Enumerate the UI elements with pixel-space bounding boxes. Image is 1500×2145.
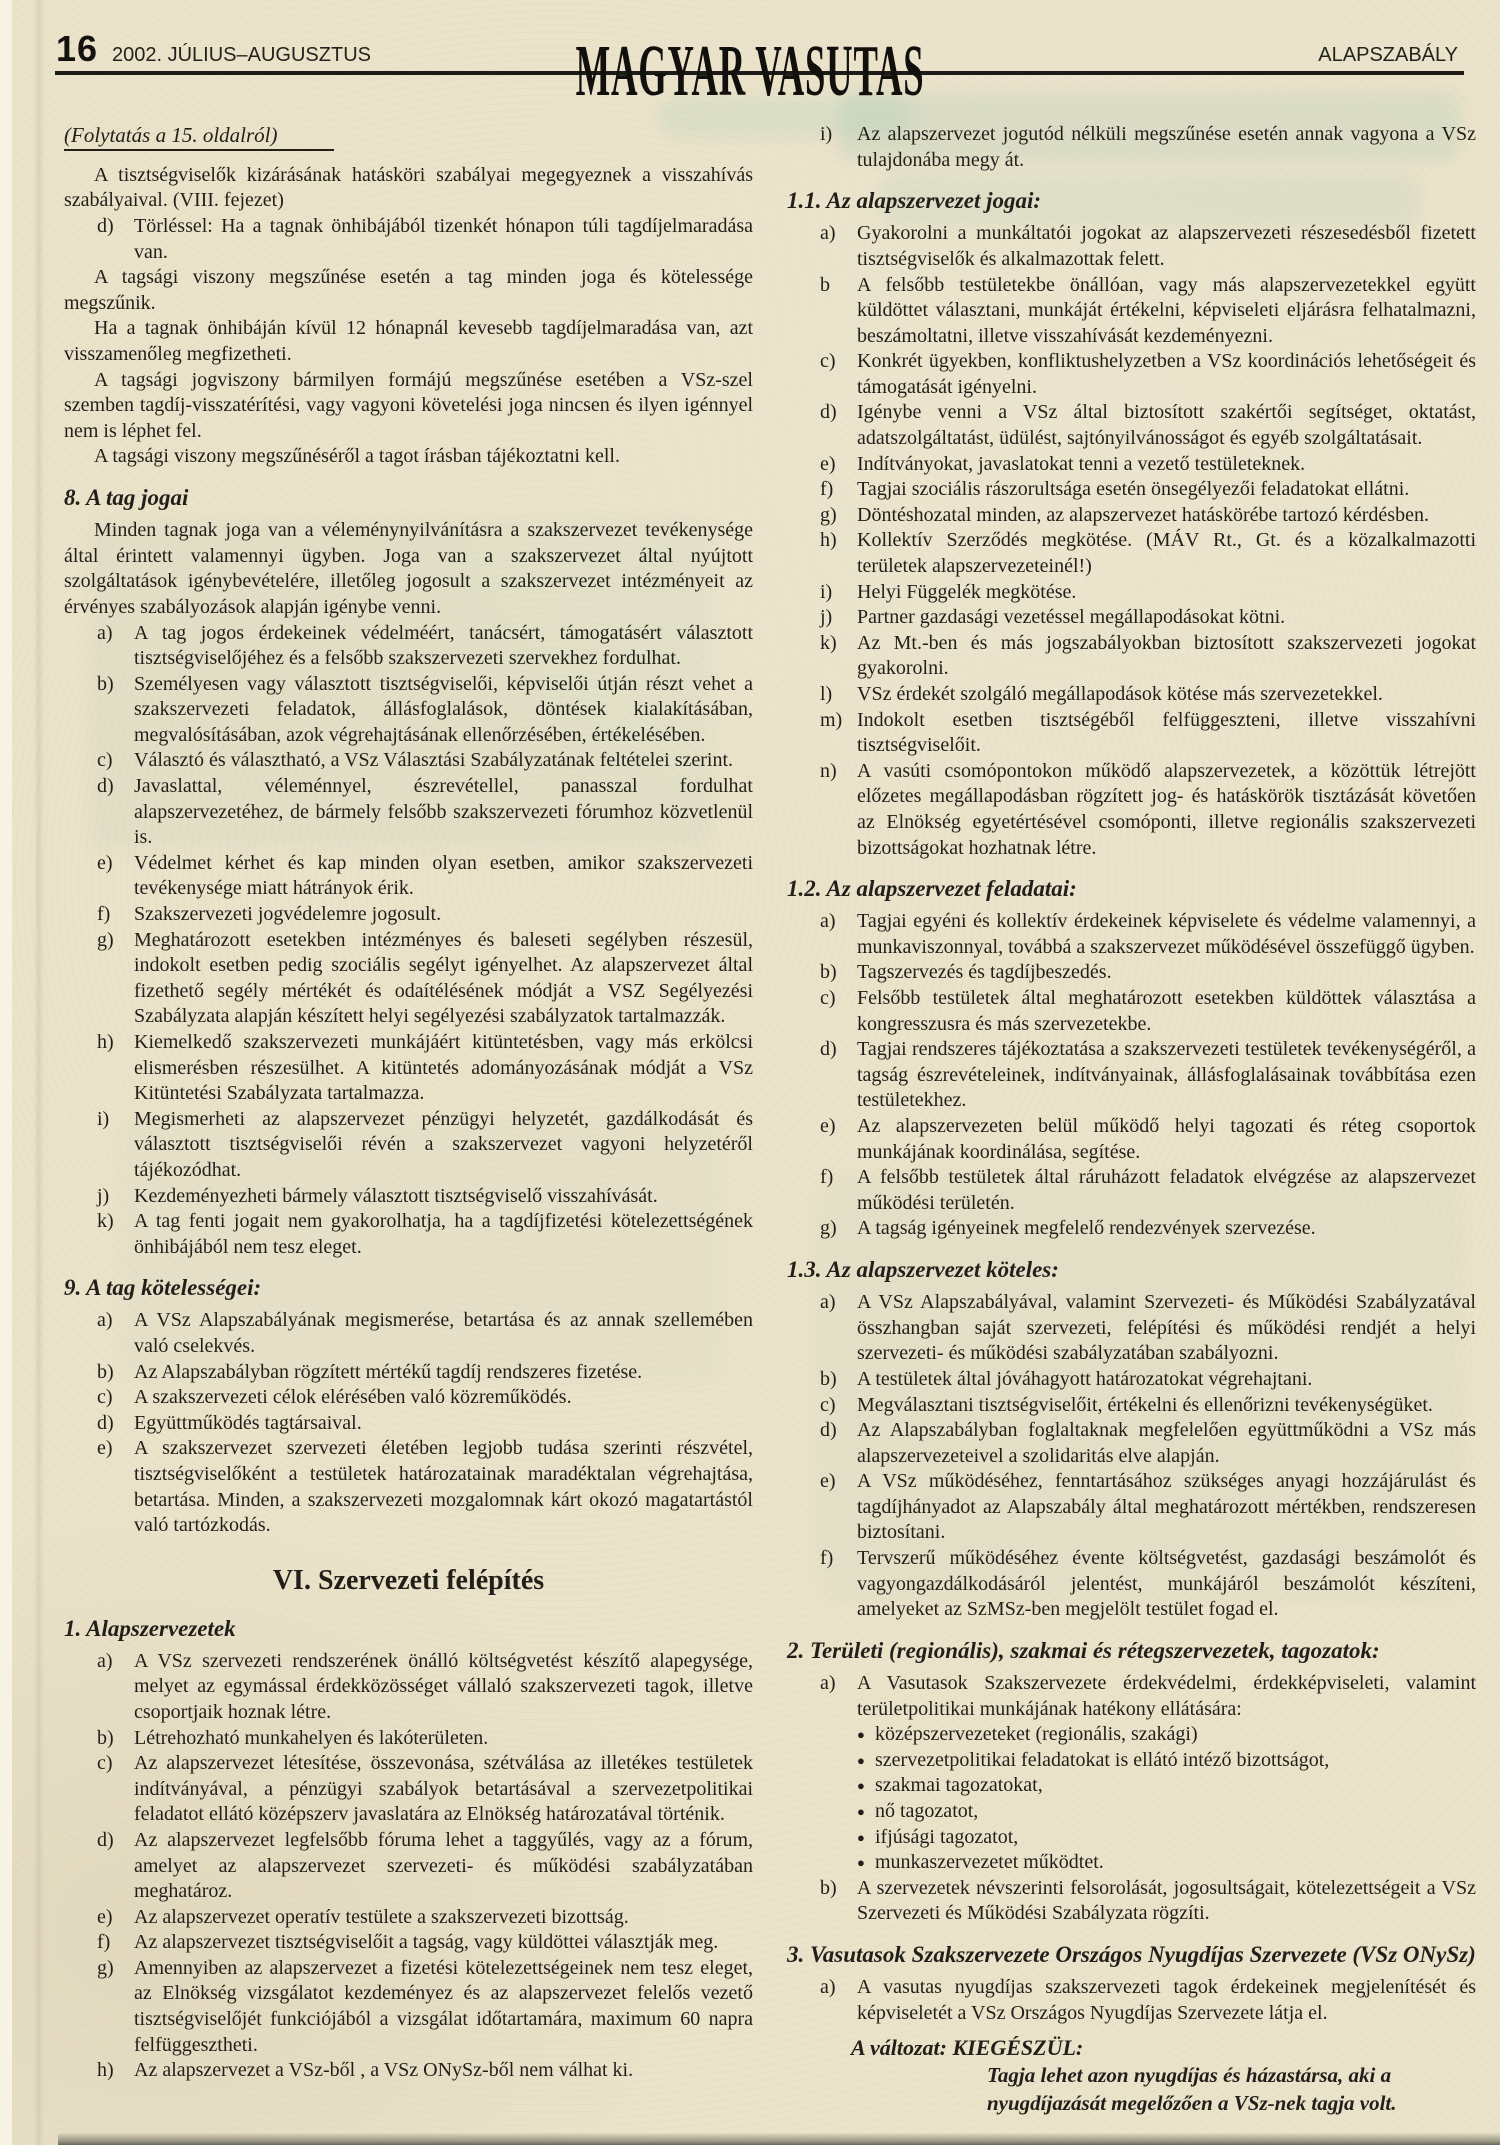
item-text <box>857 477 1476 503</box>
item-label: i) <box>820 580 833 603</box>
item-label: d) <box>820 1419 837 1442</box>
list-item <box>64 1905 753 1931</box>
lettered-list <box>64 1308 753 1538</box>
item-text <box>857 631 1476 682</box>
continuation-note <box>64 122 753 149</box>
item-text <box>857 400 1476 451</box>
item-label: j) <box>820 606 833 629</box>
list-item <box>64 774 753 851</box>
item-label: b) <box>820 961 837 984</box>
left-column <box>64 122 753 2117</box>
list-item <box>64 2058 753 2084</box>
bullet-item <box>857 1722 1476 1748</box>
list-item <box>787 1546 1476 1623</box>
list-item <box>787 1975 1476 2026</box>
item-text-content: Az alapszervezet tisztségviselőit a tagság, vagy küldöttei választják meg. <box>134 1931 719 1954</box>
item-label: e) <box>97 1437 113 1460</box>
article-columns <box>64 122 1476 2117</box>
item-text-content: Tagjai szociális rászorultsága esetén önsegélyezői feladatokat ellátni. <box>857 478 1410 501</box>
list-item <box>64 1649 753 1726</box>
item-text <box>134 1360 753 1386</box>
section-heading: 1.3. Az alapszervezet köteles: <box>787 1257 1059 1282</box>
item-text-content: A Vasutasok Szakszervezete érdekvédelmi, érdekképviseleti, valamint területpolitikai munkájának hatékony ellátására: <box>857 1671 1476 1720</box>
item-text <box>857 708 1476 759</box>
list-item <box>64 1436 753 1538</box>
item-label: d) <box>820 1038 837 1061</box>
list-item <box>787 1393 1476 1419</box>
item-text-content: Választó és választható, a VSz Választási Szabályzatának feltételei szerint. <box>134 749 734 772</box>
bullet-icon: ● <box>857 1829 865 1845</box>
item-text <box>857 1037 1476 1114</box>
issue-date: 2002. JÚLIUS–AUGUSZTUS <box>112 44 371 66</box>
list-item <box>787 273 1476 350</box>
item-text <box>134 1107 753 1184</box>
item-text <box>857 682 1476 708</box>
bullet-icon: ● <box>857 1855 865 1871</box>
item-text-content: Védelmet kérhet és kap minden olyan esetben, amikor szakszervezeti tevékenysége miatt hátrányok érik. <box>134 851 753 900</box>
item-label: f) <box>97 1931 111 1954</box>
item-label: a) <box>820 1291 836 1314</box>
list-item <box>787 580 1476 606</box>
list-item <box>64 1308 753 1359</box>
bullet-item <box>857 1748 1476 1774</box>
item-text-content: Igénybe venni a VSz által biztosított szakértői segítséget, oktatást, adatszolgáltatást, üdülést, sajtónyilvánosságot és egyéb szolgáltatásait. <box>857 401 1476 450</box>
paragraph: A tagsági viszony megszűnése esetén a tag minden joga és kötelessége megszűnik. <box>64 266 753 314</box>
item-text-content: Megismerheti az alapszervezet pénzügyi helyzetét, gazdálkodását és választott tisztségviselői révén a szakszervezet vagyoni helyzetéről tájékozódhat. <box>134 1107 753 1181</box>
list-item <box>64 1751 753 1828</box>
item-label: i) <box>97 1107 110 1130</box>
item-label: f) <box>820 1547 834 1570</box>
list-item <box>787 960 1476 986</box>
bullet-text: ifjúsági tagozatot, <box>875 1825 1019 1848</box>
list-item <box>787 503 1476 529</box>
item-text-content: Tagjai rendszeres tájékoztatása a szakszervezeti testületek tevékenységéről, a tagság észrevételeinek, indítványainak, állásfoglalásainak továbbítása ezen testületekhez. <box>857 1038 1476 1112</box>
item-text-content: Meghatározott esetekben intézményes és baleseti segélyben részesül, indokolt esetben pedig szociális segélyt igényelhet. Az alapszervezet által fizethető segély mértékét és odaítélésének módját a VSZ Segélyezési Szabályzata alapján készített helyi segélyezési szabályzatok tartalmazzák. <box>134 928 753 1028</box>
list-item <box>64 1184 753 1210</box>
item-text <box>134 928 753 1030</box>
lettered-list <box>64 1649 753 2084</box>
item-text-content: A felsőbb testületekbe önállóan, vagy más alapszervezetekkel együtt küldöttet választani, munkáját értékelni, képviseleti eljárásra felhatalmazni, beszámoltatni, illetve visszahívását kezdeményezni. <box>857 273 1476 347</box>
item-text-content: A vasúti csomópontokon működő alapszervezetek, a közöttük létrejött előzetes megállapodásban rögzített jog- és hatáskörök tisztázását követően az Elnökség egyetértésével csomóponti, illetve regionális szakszervezeti bizottságokat hozhatnak létre. <box>857 759 1476 859</box>
list-item <box>64 214 753 265</box>
item-text-content: Kollektív Szerződés megkötése. (MÁV Rt., Gt. és a közalkalmazotti területek alapszervezeteinél!) <box>857 529 1476 578</box>
item-label: g) <box>97 1956 114 1979</box>
item-text-content: Amennyiben az alapszervezet a fizetési kötelezettségeinek nem tesz eleget, az Elnökség vizsgálatot kezdeményez és az alapszervezet felelős vezető tisztségviselőjét funkciójából a vizsgálat időtartamára, maximum 60 napra felfüggesztheti. <box>134 1956 753 2056</box>
item-text-content: A tag jogos érdekeinek védelméért, tanácsért, támogatásért választott tisztségviselőjéhez és a felsőbb szakszervezeti szervekhez fordulhat. <box>134 621 753 670</box>
item-text-content: A szakszervezeti célok elérésében való közreműködés. <box>134 1386 572 1409</box>
lettered-list <box>787 1671 1476 1927</box>
item-text <box>857 605 1476 631</box>
list-item <box>64 1828 753 1905</box>
item-text <box>134 748 753 774</box>
bullet-item <box>857 1850 1476 1876</box>
item-text-content: VSz érdekét szolgáló megállapodások kötése más szervezetekkel. <box>857 683 1383 705</box>
item-label: k) <box>820 631 837 654</box>
list-item <box>787 1216 1476 1242</box>
bullet-item <box>857 1773 1476 1799</box>
item-label: b) <box>97 672 114 695</box>
list-item <box>787 1290 1476 1367</box>
item-label: k) <box>97 1210 114 1233</box>
section-heading: 1.2. Az alapszervezet feladatai: <box>787 876 1077 902</box>
masthead-logo: MAGYAR VASUTAS <box>575 31 925 113</box>
section-title: ALAPSZABÁLY <box>1318 44 1458 66</box>
item-text <box>857 1165 1476 1216</box>
list-item <box>64 1930 753 1956</box>
section-heading: 1.1. Az alapszervezet jogai: <box>787 188 1042 214</box>
item-label: e) <box>820 452 836 475</box>
item-text-content: A vasutas nyugdíjas szakszervezeti tagok érdekeinek megjelenítését és képviseletét a VSz Országos Nyugdíjas Szervezete látja el. <box>857 1976 1476 2024</box>
list-item <box>787 349 1476 400</box>
item-text-content: A felsőbb testületek által ráruházott feladatok elvégzése az alapszervezet működési területén. <box>857 1166 1476 1214</box>
item-label: f) <box>820 1166 834 1189</box>
item-text-content: Az alapszervezet legfelsőbb fóruma lehet a taggyűlés, vagy az a fórum, amelyet az alapszervezet szervezeti- és működési szabályzatában meghatároz. <box>134 1828 753 1903</box>
list-item <box>787 759 1476 861</box>
continuation-note-text: (Folytatás a 15. oldalról) <box>64 123 334 151</box>
item-text-content: A VSz szervezeti rendszerének önálló költségvetést készítő alapegysége, melyet az egymással érdekközösséget vállaló szakszervezeti tagok, illetve csoportjaik hoznak létre. <box>134 1649 753 1723</box>
item-label: a) <box>820 1671 836 1694</box>
item-label: b) <box>820 1367 837 1390</box>
list-item <box>787 1165 1476 1216</box>
list-item <box>787 708 1476 759</box>
item-text-content: Indítványokat, javaslatokat tenni a vezető testületeknek. <box>857 452 1306 475</box>
item-text-content: Az Alapszabályban foglaltaknak megfelelően együttműködni a VSz más alapszervezeteivel a szolidaritás elve alapján. <box>857 1419 1476 1467</box>
list-item <box>64 621 753 672</box>
list-item <box>787 605 1476 631</box>
list-item <box>64 1360 753 1386</box>
item-text <box>857 1975 1476 2026</box>
item-text-content: Tagszervezés és tagdíjbeszedés. <box>857 961 1112 984</box>
item-label: e) <box>820 1470 836 1493</box>
item-label: d) <box>97 1828 114 1851</box>
item-text <box>134 851 753 902</box>
list-item <box>787 528 1476 579</box>
list-item <box>64 1030 753 1107</box>
paragraph: A tagsági viszony megszűnéséről a tagot írásban tájékoztatni kell. <box>94 445 620 468</box>
section-heading: 8. A tag jogai <box>64 485 189 510</box>
item-text-content: Szakszervezeti jogvédelemre jogosult. <box>134 903 442 926</box>
item-label: c) <box>820 1393 836 1416</box>
item-label: c) <box>97 1386 113 1409</box>
item-text-content: A szervezetek névszerinti felsorolását, jogosultságait, kötelezettségeit a VSz Szervezeti és Működési Szabályzata rögzíti. <box>857 1876 1476 1925</box>
item-text <box>857 1393 1476 1419</box>
list-item <box>787 1418 1476 1469</box>
list-item <box>787 1037 1476 1114</box>
item-text-content: A szakszervezet szervezeti életében legjobb tudása szerinti részvétel, tisztségviselőként a testületek határozatainak maradéktalan végrehajtása, betartása. Minden, a szakszervezeti mozgalomnak kárt okozó magatartástól való tartózkodás. <box>134 1437 753 1537</box>
list-item <box>787 1469 1476 1546</box>
item-text <box>134 1828 753 1905</box>
item-label: f) <box>820 478 834 501</box>
item-text <box>857 1671 1476 1876</box>
item-label: c) <box>820 350 836 373</box>
section-heading: 3. Vasutasok Szakszervezete Országos Nyugdíjas Szervezete (VSz ONySz) <box>787 1941 1476 1967</box>
item-label: d) <box>820 401 837 424</box>
item-text <box>134 1726 753 1752</box>
item-label: n) <box>820 759 837 782</box>
list-item <box>64 1385 753 1411</box>
list-item <box>787 682 1476 708</box>
item-text-content: A testületek által jóváhagyott határozatokat végrehajtani. <box>857 1367 1313 1390</box>
item-text <box>857 528 1476 579</box>
item-text-content: Együttműködés tagtársaival. <box>134 1411 362 1434</box>
item-label: h) <box>820 529 837 552</box>
item-label: d) <box>97 215 114 238</box>
item-label: b <box>820 273 830 296</box>
item-text-content: A VSz működéséhez, fenntartásához szükséges anyagi hozzájárulást és tagdíjhányadot az Alapszabály által meghatározott mértékben, rendszeresen biztosítani. <box>857 1470 1476 1544</box>
lettered-list <box>787 221 1476 861</box>
item-text-content: A VSz Alapszabályának megismerése, betartása és az annak szellemében való cselekvés. <box>134 1309 753 1358</box>
item-text <box>857 349 1476 400</box>
bullet-icon: ● <box>857 1803 865 1819</box>
item-text <box>857 1290 1476 1367</box>
item-text <box>134 1751 753 1828</box>
item-text <box>134 1385 753 1411</box>
item-text-content: Kiemelkedő szakszervezeti munkájáért kitüntetésben, vagy más erkölcsi elismerésben részesülhet. A kitüntetés adományozásának módját a VSz Kitüntetési Szabályzata tartalmazza. <box>134 1031 753 1105</box>
paragraph: A tagsági jogviszony bármilyen formájú megszűnése esetében a VSz-szel szemben tagdíj-visszatérítési, vagy vagyoni követelési joga nincsen és ilyen igénnyel nem is léphet fel. <box>64 368 753 442</box>
scan-bottom-bar <box>58 2133 1500 2145</box>
item-text-content: Megválasztani tisztségviselőit, értékelni és ellenőrizni tevékenységüket. <box>857 1393 1433 1416</box>
item-text <box>857 960 1476 986</box>
list-item <box>787 477 1476 503</box>
item-label: b) <box>97 1726 114 1749</box>
list-item <box>64 1726 753 1752</box>
item-label: e) <box>97 1905 113 1928</box>
item-text-content: Tagjai egyéni és kollektív érdekeinek képviselete és védelme valamennyi, a munkaviszonnyal, továbbá a szakszervezet működésével összefüggő ügyben. <box>857 910 1476 958</box>
item-text-content: Felsőbb testületek által meghatározott esetekben küldöttek választása a kongresszusra és más szervezetekbe. <box>857 987 1476 1035</box>
lettered-list <box>64 214 753 265</box>
lettered-list <box>787 1975 1476 2026</box>
item-label: a) <box>820 1976 836 1999</box>
item-text <box>134 1930 753 1956</box>
item-text <box>857 1469 1476 1546</box>
item-text <box>134 214 753 265</box>
item-text-content: Az Alapszabályban rögzített mértékű tagdíj rendszeres fizetése. <box>134 1360 643 1383</box>
item-label: c) <box>820 987 836 1010</box>
item-text <box>857 1546 1476 1623</box>
item-text-content: A VSz Alapszabályával, valamint Szervezeti- és Működési Szabályzatával összhangban saját szervezeti, felépítési és működési rendjét a helyi szervezeti- és működési szabályzatában szabályozni. <box>857 1291 1476 1365</box>
lettered-list <box>787 122 1476 173</box>
list-item <box>64 1209 753 1260</box>
item-text-content: Törléssel: Ha a tagnak önhibájából tizenkét hónapon túli tagdíjelmaradása van. <box>134 215 753 263</box>
item-label: b) <box>820 1876 837 1899</box>
chapter-heading: VI. Szervezeti felépítés <box>272 1564 545 1596</box>
item-label: d) <box>97 775 114 798</box>
item-text <box>857 122 1476 173</box>
list-item <box>787 221 1476 272</box>
list-item <box>787 400 1476 451</box>
item-text <box>134 672 753 749</box>
bullet-text: középszervezeteket (regionális, szakági) <box>875 1723 1198 1746</box>
item-label: i) <box>820 123 833 145</box>
item-label: a) <box>820 910 836 933</box>
item-text-content: Partner gazdasági vezetéssel megállapodásokat kötni. <box>857 606 1286 629</box>
item-text-content: Az alapszervezet operatív testülete a szakszervezeti bizottság. <box>134 1905 629 1928</box>
item-text <box>134 1209 753 1260</box>
item-text-content: Kezdeményezheti bármely választott tisztségviselő visszahívását. <box>134 1184 658 1207</box>
item-text <box>857 1114 1476 1165</box>
item-label: a) <box>97 1649 113 1672</box>
item-text <box>134 1436 753 1538</box>
bullet-text: nő tagozatot, <box>875 1799 979 1822</box>
item-text <box>857 986 1476 1037</box>
item-text <box>857 221 1476 272</box>
list-item <box>787 1367 1476 1393</box>
lettered-list <box>64 621 753 1261</box>
list-item <box>64 1411 753 1437</box>
item-label: h) <box>97 1031 114 1053</box>
item-label: a) <box>820 222 836 245</box>
item-text-content: Az alapszervezet a VSz-ből , a VSz ONySz-ből nem válhat ki. <box>134 2059 634 2082</box>
item-text-content: Személyesen vagy választott tisztségviselői, képviselői útján részt vehet a szakszervezeti feladatok, állásfoglalások, döntések kialakításában, megvalósításában, azok végrehajtásának ellenőrzésében, értékelésében. <box>134 672 753 746</box>
item-label: d) <box>97 1411 114 1434</box>
list-item <box>64 1956 753 2058</box>
bullet-icon: ● <box>857 1778 865 1794</box>
right-column <box>787 122 1476 2117</box>
section-heading: 9. A tag kötelességei: <box>64 1275 262 1301</box>
bullet-icon: ● <box>857 1752 865 1768</box>
item-label: g) <box>820 503 837 526</box>
item-text <box>857 909 1476 960</box>
item-text-content: Javaslattal, véleménnyel, észrevétellel, panasszal fordulhat alapszervezetéhez, de bármely felsőbb szakszervezeti fórumhoz közvetlenül is. <box>134 775 753 849</box>
section-heading: 2. Területi (regionális), szakmai és rétegszervezetek, tagozatok: <box>787 1637 1380 1663</box>
list-item <box>64 902 753 928</box>
item-text-content: Tervszerű működéséhez évente költségvetést, gazdasági beszámolót és vagyongazdálkodásáról jelentést, munkájáról beszámolót készíteni, amelyeket az SzMSz-ben megjelölt testület fogad el. <box>857 1547 1476 1621</box>
item-text <box>134 1905 753 1931</box>
section-heading: 1. Alapszervezetek <box>64 1615 236 1641</box>
scan-edge <box>0 0 12 2145</box>
item-label: g) <box>820 1217 837 1240</box>
item-text-content: Indokolt esetben tisztségéből felfüggeszteni, illetve visszahívni tisztségviselőit. <box>857 708 1476 757</box>
bullet-text: szervezetpolitikai feladatokat is ellátó intéző bizottságot, <box>875 1748 1330 1771</box>
paper-fold <box>34 0 44 2145</box>
variant-text: Tagja lehet azon nyugdíjas és házastársa, aki a nyugdíjazását megelőzően a VSz-nek tagja volt. <box>987 2063 1397 2115</box>
item-text-content: Döntéshozatal minden, az alapszervezet hatáskörébe tartozó kérdésben. <box>857 503 1429 526</box>
lettered-list <box>787 1290 1476 1623</box>
item-text <box>857 452 1476 478</box>
item-text <box>134 1411 753 1437</box>
list-item <box>787 909 1476 960</box>
item-label: e) <box>820 1115 836 1138</box>
item-text-content: Az alapszervezet jogutód nélküli megszűnése esetén annak vagyona a VSz tulajdonába megy át. <box>857 123 1476 171</box>
bullet-item <box>857 1825 1476 1851</box>
item-text <box>134 902 753 928</box>
item-text-content: Az alapszervezeten belül működő helyi tagozati és réteg csoportok munkájának koordinálása, segítése. <box>857 1115 1476 1163</box>
item-label: b) <box>97 1360 114 1383</box>
bullet-item <box>857 1799 1476 1825</box>
item-text <box>134 1649 753 1726</box>
item-text <box>857 759 1476 861</box>
list-item <box>787 986 1476 1037</box>
item-label: g) <box>97 928 114 951</box>
item-text <box>857 503 1476 529</box>
variant-heading: A változat: KIEGÉSZÜL: <box>851 2035 1084 2061</box>
item-text <box>134 774 753 851</box>
paragraph: A tisztségviselők kizárásának hatásköri szabályai megegyeznek a visszahívás szabályaival. (VIII. fejezet) <box>64 163 753 212</box>
item-label: e) <box>97 851 113 874</box>
item-text <box>857 1367 1476 1393</box>
item-text <box>134 1030 753 1107</box>
lettered-list <box>787 909 1476 1242</box>
item-text-content: Az alapszervezet létesítése, összevonása, szétválása az illetékes testületek indítványával, a pénzügyi szabályok betartásával a szervezetpolitikai feladatot ellátó középszerv javaslatára az Elnökség határozatával történik. <box>134 1752 753 1826</box>
item-text-content: Az Mt.-ben és más jogszabályokban biztosított szakszervezeti jogokat gyakorolni. <box>857 631 1476 680</box>
item-label: h) <box>97 2059 114 2082</box>
item-text-content: Gyakorolni a munkáltatói jogokat az alapszervezeti részesedésből fizetett tisztségviselők és alkalmazottak felett. <box>857 222 1476 270</box>
item-text-content: Konkrét ügyekben, konfliktushelyzetben a VSz koordinációs lehetőségeit és támogatását igényelni. <box>857 350 1476 398</box>
bullet-icon: ● <box>857 1727 865 1743</box>
list-item <box>64 1107 753 1184</box>
item-text-content: Helyi Függelék megkötése. <box>857 580 1077 603</box>
list-item <box>64 928 753 1030</box>
item-label: a) <box>97 621 113 644</box>
bullet-text: munkaszervezetet működtet. <box>875 1851 1104 1874</box>
list-item <box>64 672 753 749</box>
paragraph: Ha a tagnak önhibáján kívül 12 hónapnál kevesebb tagdíjelmaradása van, azt visszamenőleg megfizetheti. <box>64 317 753 366</box>
list-item <box>787 1114 1476 1165</box>
list-item <box>787 631 1476 682</box>
item-text <box>134 1184 753 1210</box>
item-text-content: A tagság igényeinek megfelelő rendezvények szervezése. <box>857 1217 1316 1240</box>
item-label: j) <box>97 1184 110 1207</box>
item-text <box>134 621 753 672</box>
item-label: c) <box>97 1752 113 1775</box>
list-item <box>787 1876 1476 1927</box>
item-label: a) <box>97 1309 113 1332</box>
bullet-text: szakmai tagozatokat, <box>875 1774 1043 1797</box>
item-label: c) <box>97 749 113 772</box>
item-label: l) <box>820 683 833 705</box>
list-item <box>787 122 1476 173</box>
item-text <box>857 273 1476 350</box>
page-number: 16 <box>56 28 99 69</box>
list-item <box>787 452 1476 478</box>
item-text-content: Létrehozható munkahelyen és lakóterületen. <box>134 1726 489 1749</box>
list-item <box>64 851 753 902</box>
page-header <box>0 0 1500 120</box>
list-item <box>787 1671 1476 1876</box>
item-text <box>857 1876 1476 1927</box>
item-text <box>857 1418 1476 1469</box>
item-text-content: A tag fenti jogait nem gyakorolhatja, ha a tagdíjfizetési kötelezettségének önhibájából nem tesz eleget. <box>134 1210 753 1258</box>
list-item <box>64 748 753 774</box>
paragraph: Minden tagnak joga van a véleménynyilvánításra a szakszervezet tevékenysége által érintett valamennyi ügyben. Joga van a szakszervezet által nyújtott szolgáltatások igénybevételére, illetőleg jogosult a szakszervezet intézményeit az érvényes szabályozások alapján igénybe venni. <box>64 519 753 618</box>
item-text <box>857 1216 1476 1242</box>
item-text <box>134 1308 753 1359</box>
item-text <box>857 580 1476 606</box>
item-text <box>134 1956 753 2058</box>
item-text <box>134 2058 753 2084</box>
item-label: m) <box>820 708 843 731</box>
item-label: f) <box>97 903 111 926</box>
